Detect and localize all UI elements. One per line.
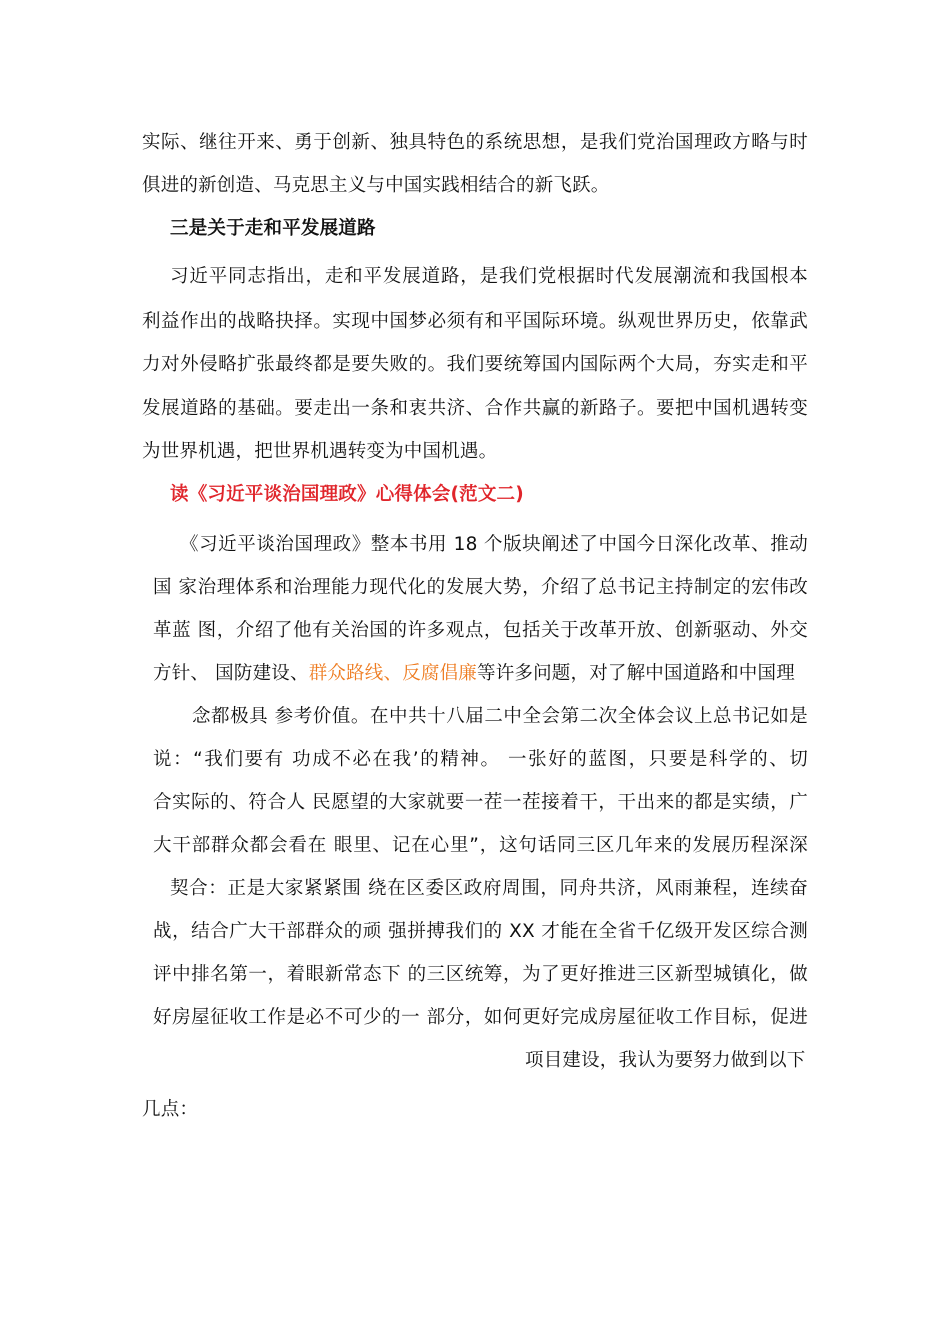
- paragraph-line: 项目建设，我认为要努力做到以下: [525, 1050, 806, 1071]
- paragraph-text: 方针、 国防建设、: [153, 663, 309, 684]
- highlighted-text: 群众路线、反腐倡廉: [308, 663, 477, 684]
- paragraph-line: 力对外侵略扩张最终都是要失败的。我们要统筹国内国际两个大局，夯实走和平: [142, 354, 808, 375]
- paragraph-line: 为世界机遇，把世界机遇转变为中国机遇。: [142, 441, 498, 462]
- paragraph-line: 利益作出的战略抉择。实现中国梦必须有和平国际环境。纵观世界历史，依靠武: [142, 311, 808, 332]
- paragraph-line: 国 家治理体系和治理能力现代化的发展大势，介绍了总书记主持制定的宏伟改: [153, 577, 808, 598]
- paragraph-line: 说：“我们要有 功成不必在我’的精神。 一张好的蓝图，只要是科学的、切: [153, 749, 808, 770]
- paragraph-line: 好房屋征收工作是必不可少的一 部分，如何更好完成房屋征收工作目标，促进: [153, 1007, 808, 1028]
- paragraph-line: 革蓝 图，介绍了他有关治国的许多观点，包括关于改革开放、创新驱动、外交: [153, 620, 808, 641]
- paragraph-line: 战，结合广大干部群众的顽 强拼搏我们的 XX 才能在全省千亿级开发区综合测: [153, 921, 808, 942]
- paragraph-line: 习近平同志指出，走和平发展道路，是我们党根据时代发展潮流和我国根本: [170, 266, 808, 287]
- paragraph-line: 合实际的、符合人 民愿望的大家就要一茬一茬接着干，干出来的都是实绩，广: [153, 792, 808, 813]
- paragraph-line-with-highlight: [153, 661, 795, 687]
- paragraph-line: 契合：正是大家紧紧围 绕在区委区政府周围，同舟共济，风雨兼程，连续奋: [170, 878, 808, 899]
- paragraph-line: 俱进的新创造、马克思主义与中国实践相结合的新飞跃。: [142, 175, 610, 196]
- paragraph-text: 等许多问题，对了解中国道路和中国理: [477, 663, 795, 684]
- paragraph-line: 几点：: [142, 1099, 199, 1120]
- paragraph-line: 实际、继往开来、勇于创新、独具特色的系统思想，是我们党治国理政方略与时: [142, 132, 808, 153]
- paragraph-line: 发展道路的基础。要走出一条和衷共济、合作共赢的新路子。要把中国机遇转变: [142, 398, 808, 419]
- paragraph-line: 《习近平谈治国理政》整本书用 18 个版块阐述了中国今日深化改革、推动: [180, 534, 808, 555]
- article-title: 读《习近平谈治国理政》心得体会(范文二): [170, 484, 524, 505]
- paragraph-line: 念都极具 参考价值。在中共十八届二中全会第二次全体会议上总书记如是: [192, 706, 808, 727]
- section-heading: 三是关于走和平发展道路: [170, 218, 376, 239]
- paragraph-line: 评中排名第一，着眼新常态下 的三区统筹，为了更好推进三区新型城镇化，做: [153, 964, 808, 985]
- paragraph-line: 大干部群众都会看在 眼里、记在心里”，这句话同三区几年来的发展历程深深: [153, 835, 808, 856]
